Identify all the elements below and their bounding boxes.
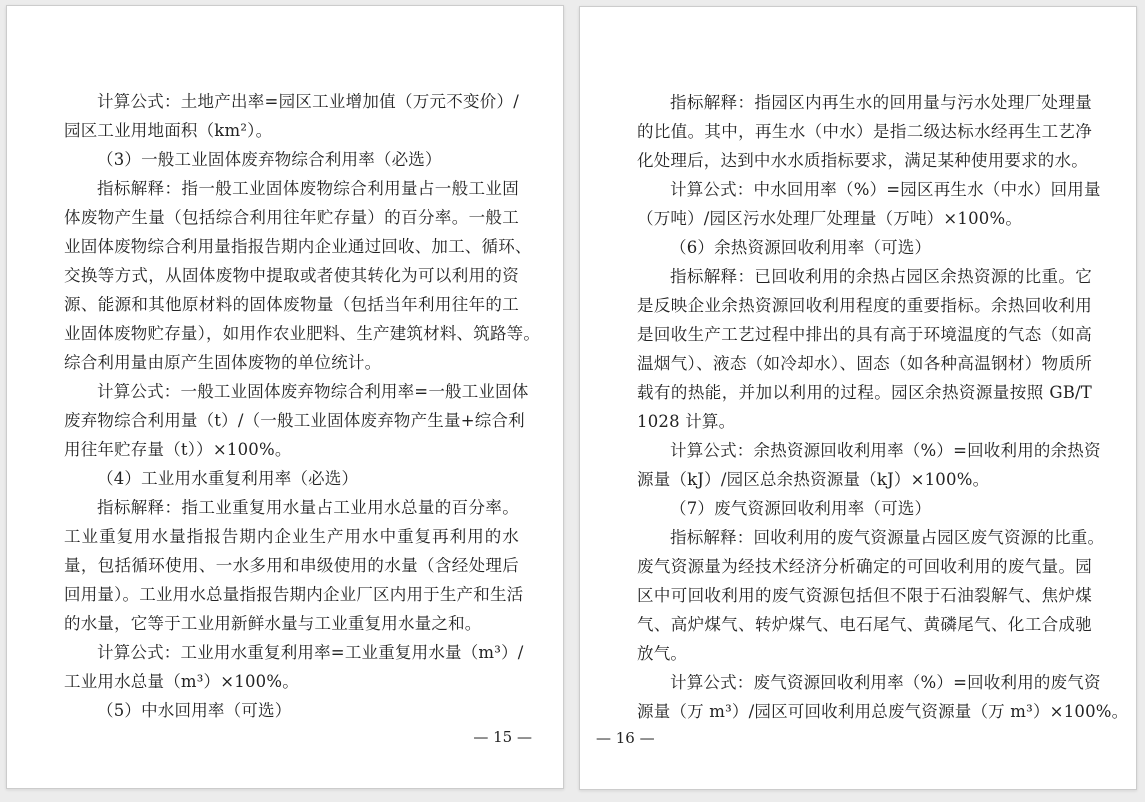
text-line: 工业用水总量（m³）×100%。 xyxy=(64,672,299,691)
paragraph xyxy=(64,464,519,493)
page-16 xyxy=(579,6,1137,790)
text-line: 1028 计算。 xyxy=(637,412,736,431)
paragraph xyxy=(64,638,524,696)
text-line: 是反映企业余热资源回收利用程度的重要指标。余热回收利用 xyxy=(637,296,1092,315)
text-line: 计算公式：土地产出率=园区工业增加值（万元不变价）/ xyxy=(97,92,519,111)
text-line: （7）废气资源回收利用率（可选） xyxy=(670,499,932,518)
paragraph xyxy=(64,174,541,377)
text-line: 业固体废物综合利用量指报告期内企业通过回收、加工、循环、 xyxy=(64,237,532,256)
text-line: 业固体废物贮存量），如用作农业肥料、生产建筑材料、筑路等。 xyxy=(64,324,541,343)
text-line: 计算公式：工业用水重复利用率=工业重复用水量（m³）/ xyxy=(97,643,524,662)
paragraph xyxy=(637,233,1092,262)
paragraph xyxy=(64,145,519,174)
paragraph xyxy=(637,262,1092,436)
text-line: 计算公式：余热资源回收利用率（%）=回收利用的余热资 xyxy=(670,441,1101,460)
paragraph xyxy=(64,87,519,145)
paragraph xyxy=(64,696,519,725)
paragraph xyxy=(637,494,1092,523)
text-line: 指标解释：已回收利用的余热占园区余热资源的比重。它 xyxy=(670,267,1092,286)
text-line: 综合利用量由原产生固体废物的单位统计。 xyxy=(64,353,382,372)
text-line: 载有的热能，并加以利用的过程。园区余热资源量按照 GB/T xyxy=(637,383,1092,402)
text-line: （5）中水回用率（可选） xyxy=(97,701,292,720)
text-line: 气、高炉煤气、转炉煤气、电石尾气、黄磷尾气、化工合成驰 xyxy=(637,615,1092,634)
text-line: 化处理后，达到中水水质指标要求，满足某种使用要求的水。 xyxy=(637,151,1088,170)
page-body xyxy=(7,6,563,725)
text-line: 的比值。其中，再生水（中水）是指二级达标水经再生工艺净 xyxy=(637,122,1092,141)
text-line: 指标解释：指园区内再生水的回用量与污水处理厂处理量 xyxy=(670,93,1092,112)
text-line: 工业重复用水量指报告期内企业生产用水中重复再利用的水 xyxy=(64,527,519,546)
text-line: （3）一般工业固体废弃物综合利用率（必选） xyxy=(97,150,442,169)
text-line: 交换等方式，从固体废物中提取或者使其转化为可以利用的资 xyxy=(64,266,519,285)
paragraph xyxy=(637,175,1101,233)
text-line: 计算公式：中水回用率（%）=园区再生水（中水）回用量 xyxy=(670,180,1101,199)
text-line: 指标解释：指工业重复用水量占工业用水总量的百分率。 xyxy=(97,498,519,517)
text-line: 量，包括循环使用、一水多用和串级使用的水量（含经处理后 xyxy=(64,556,519,575)
text-line: （4）工业用水重复利用率（必选） xyxy=(97,469,359,488)
text-line: 是回收生产工艺过程中排出的具有高于环境温度的气态（如高 xyxy=(637,325,1092,344)
text-line: 用往年贮存量（t））×100%。 xyxy=(64,440,292,459)
text-line: 源量（kJ）/园区总余热资源量（kJ）×100%。 xyxy=(637,470,990,489)
text-line: 计算公式：一般工业固体废弃物综合利用率=一般工业固体 xyxy=(97,382,529,401)
text-line: （6）余热资源回收利用率（可选） xyxy=(670,238,932,257)
text-line: 体废物产生量（包括综合利用往年贮存量）的百分率。一般工 xyxy=(64,208,519,227)
text-line: 温烟气）、液态（如冷却水）、固态（如各种高温钢材）物质所 xyxy=(637,354,1092,373)
text-line: 放气。 xyxy=(637,644,688,663)
page-number: — 15 — xyxy=(473,728,532,746)
text-line: 区中可回收利用的废气资源包括但不限于石油裂解气、焦炉煤 xyxy=(637,586,1092,605)
paragraph xyxy=(637,523,1105,668)
text-line: 园区工业用地面积（km²）。 xyxy=(64,121,273,140)
text-line: 源、能源和其他原材料的固体废物量（包括当年利用往年的工 xyxy=(64,295,519,314)
paragraph xyxy=(64,377,529,464)
page-15 xyxy=(6,5,564,789)
text-line: 指标解释：回收利用的废气资源量占园区废气资源的比重。 xyxy=(670,528,1105,547)
text-line: （万吨）/园区污水处理厂处理量（万吨）×100%。 xyxy=(637,209,1023,228)
text-line: 废弃物综合利用量（t）/（一般工业固体废弃物产生量+综合利 xyxy=(64,411,525,430)
paragraph xyxy=(637,668,1129,726)
text-line: 指标解释：指一般工业固体废物综合利用量占一般工业固 xyxy=(97,179,519,198)
paragraph xyxy=(637,88,1092,175)
text-line: 源量（万 m³）/园区可回收利用总废气资源量（万 m³）×100%。 xyxy=(637,702,1129,721)
page-body xyxy=(580,7,1136,726)
paragraph xyxy=(637,436,1101,494)
text-line: 废气资源量为经技术经济分析确定的可回收利用的废气量。园 xyxy=(637,557,1092,576)
paragraph xyxy=(64,493,524,638)
text-line: 计算公式：废气资源回收利用率（%）=回收利用的废气资 xyxy=(670,673,1101,692)
text-line: 回用量）。工业用水总量指报告期内企业厂区内用于生产和生活 xyxy=(64,585,524,604)
page-number: — 16 — xyxy=(596,729,655,747)
text-line: 的水量，它等于工业用新鲜水量与工业重复用水量之和。 xyxy=(64,614,482,633)
